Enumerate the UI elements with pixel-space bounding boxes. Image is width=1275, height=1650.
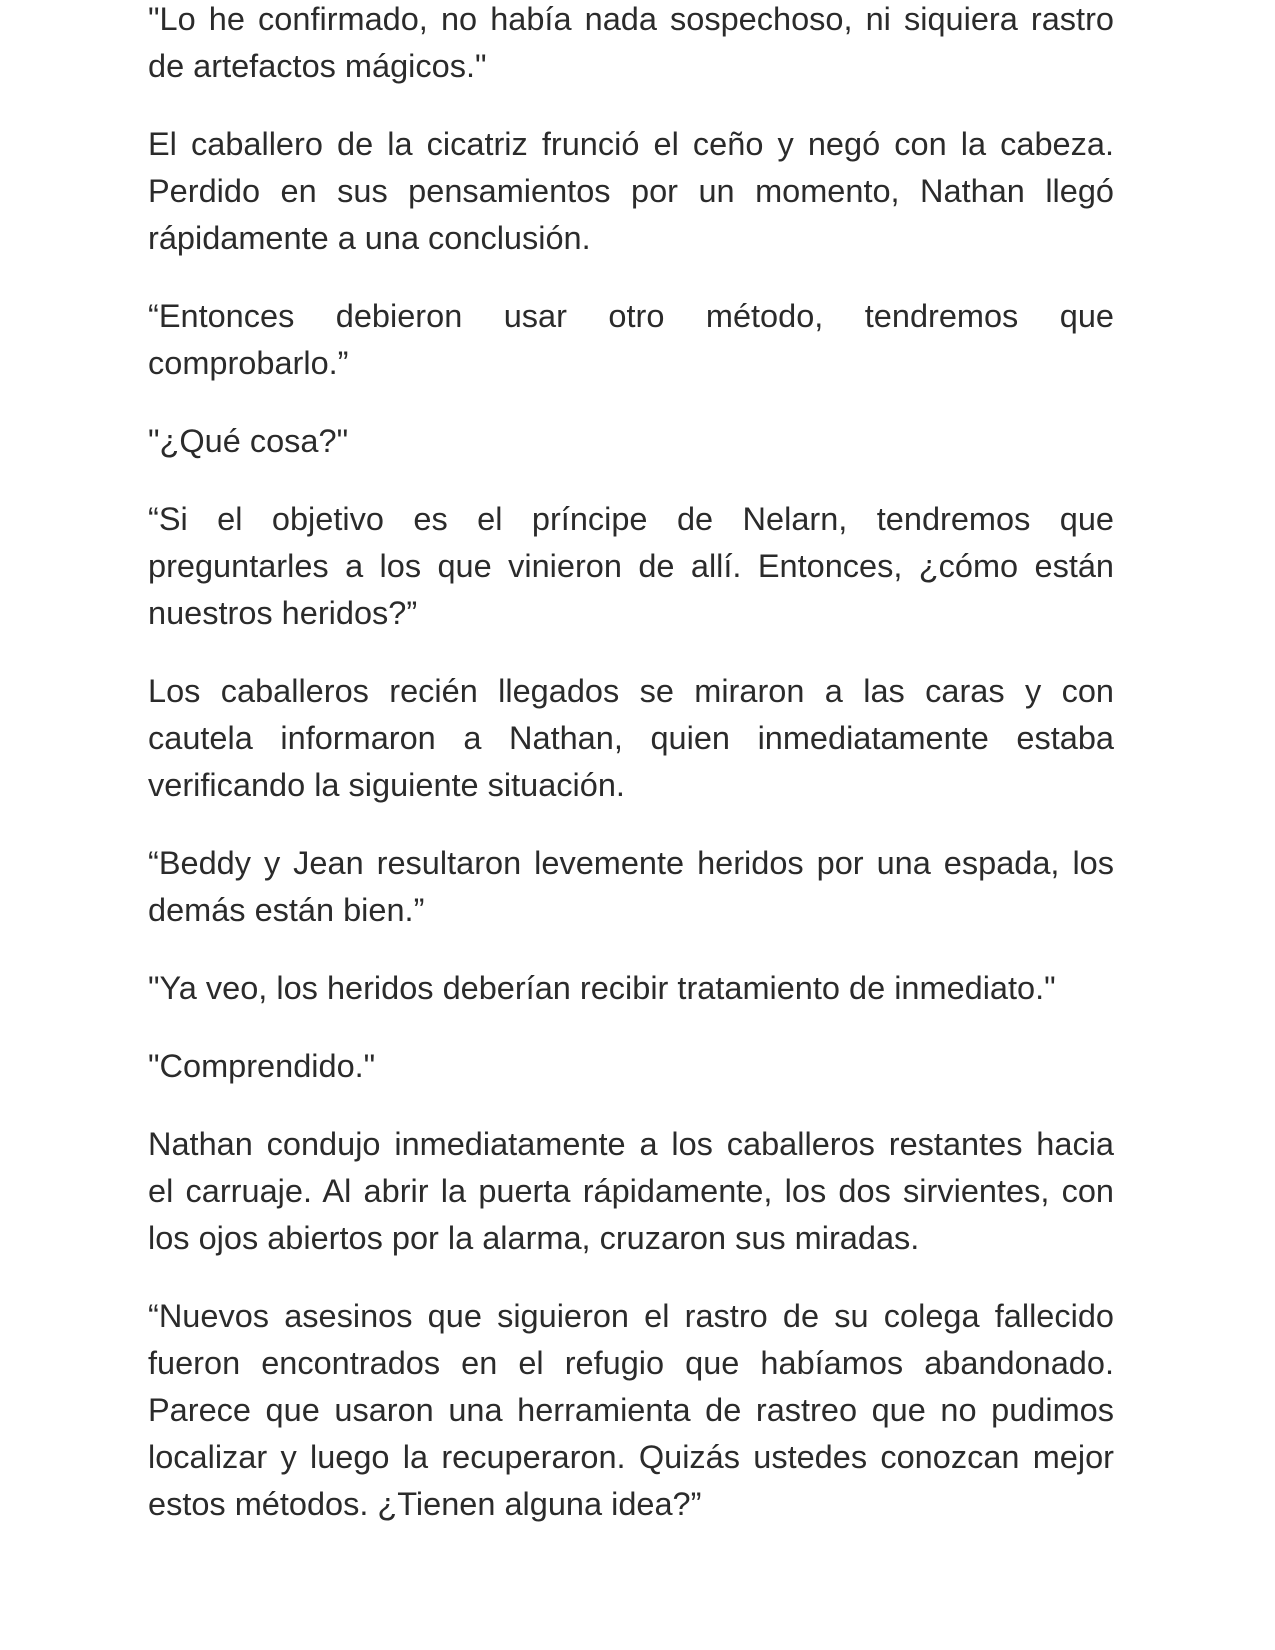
paragraph: "Ya veo, los heridos deberían recibir tratamiento de inmediato." [148, 970, 1056, 1006]
paragraph: “Si el objetivo es el príncipe de Nelarn, tendremos que preguntarles a los que vinieron de allí. Entonces, ¿cómo están nuestros heridos?” [148, 501, 1114, 631]
paragraph: "Comprendido." [148, 1048, 376, 1084]
document-body [148, 0, 1114, 1559]
paragraph: “Entonces debieron usar otro método, tendremos que comprobarlo.” [148, 298, 1114, 381]
paragraph: El caballero de la cicatriz frunció el ceño y negó con la cabeza. Perdido en sus pensamientos por un momento, Nathan llegó rápidamente a una conclusión. [148, 126, 1114, 256]
paragraph: Nathan condujo inmediatamente a los caballeros restantes hacia el carruaje. Al abrir la puerta rápidamente, los dos sirvientes, con los ojos abiertos por la alarma, cruzaron sus miradas. [148, 1126, 1114, 1256]
paragraph: "¿Qué cosa?" [148, 423, 349, 459]
paragraph: Los caballeros recién llegados se miraron a las caras y con cautela informaron a Nathan, quien inmediatamente estaba verificando la siguiente situación. [148, 673, 1114, 803]
paragraph: "Lo he confirmado, no había nada sospechoso, ni siquiera rastro de artefactos mágicos." [148, 1, 1114, 84]
paragraph: “Nuevos asesinos que siguieron el rastro de su colega fallecido fueron encontrados en el refugio que habíamos abandonado. Parece que usaron una herramienta de rastreo que no pudimos localizar y luego la recuperaron. Quizás ustedes conozcan mejor estos métodos. ¿Tienen alguna idea?” [148, 1298, 1114, 1522]
paragraph: “Beddy y Jean resultaron levemente heridos por una espada, los demás están bien.” [148, 845, 1114, 928]
